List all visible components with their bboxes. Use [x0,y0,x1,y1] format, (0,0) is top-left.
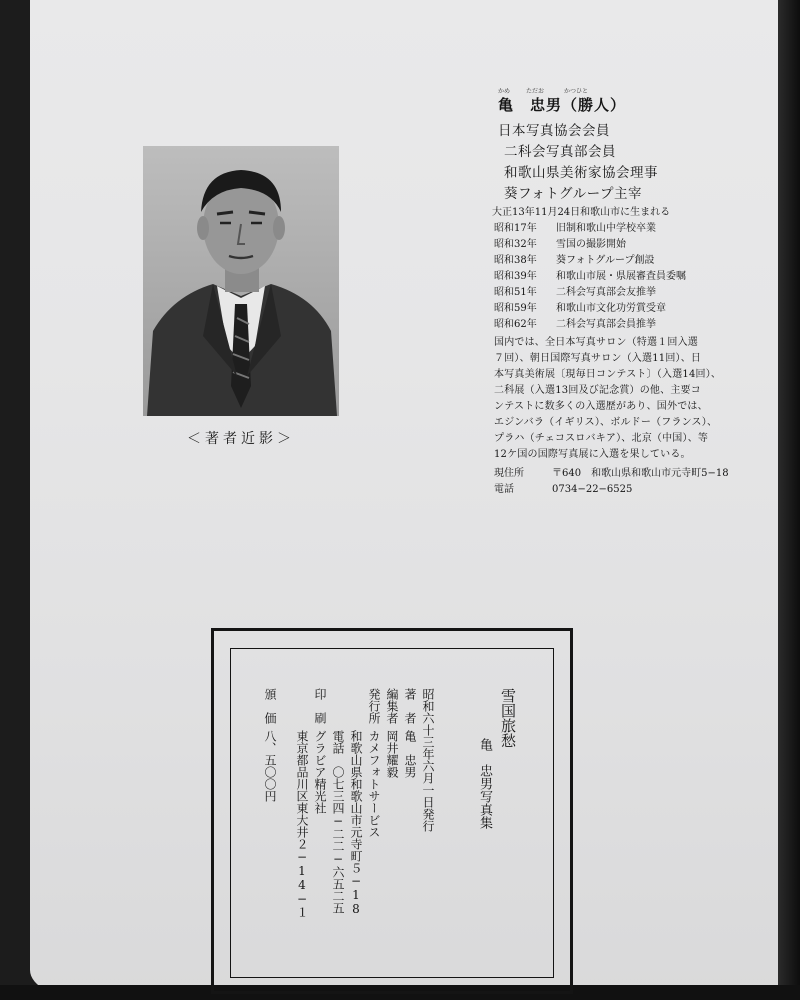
name-ruby-kame: かめ [498,88,511,95]
history-row [494,315,656,330]
publisher-value: カメフォトサービス [367,730,381,838]
colophon-title: 雪国旅愁 [499,688,517,748]
author-value: 亀 忠男 [403,730,417,778]
editor-value: 岡井耀毅 [385,730,399,778]
printer-label: 印 刷 [313,688,327,724]
phone-label: 電話 [494,484,514,495]
achievements-line: 12ケ国の国際写真展に入選を果している。 [494,449,691,460]
history-year: 昭和51年 [494,287,537,298]
history-row [494,283,656,298]
editor-label: 編集者 [385,688,399,724]
address-line [494,464,729,479]
history-event: 葵フォトグループ創設 [556,255,655,266]
name-ruby-katsuhito: かつひと [564,88,589,95]
phone-line [494,480,632,495]
achievements-line: 国内では、全日本写真サロン（特選１回入選 [494,337,698,348]
birth-line: 大正13年11月24日和歌山市に生まれる [492,207,671,218]
achievements-line: プラハ（チェコスロバキア）、北京（中国）、等 [494,433,709,444]
history-row [494,251,655,266]
achievements-line: エジンバラ（イギリス）、ボルドー（フランス）、 [494,417,718,428]
membership-item: 二科会写真部会員 [504,144,616,160]
achievements-line: ７回）、朝日国際写真サロン（入選11回）、日 [494,353,702,364]
achievements-line: 二科展（入選13回及び記念賞）の他、主要コ [494,385,701,396]
history-year: 昭和62年 [494,319,537,330]
history-row [494,267,686,282]
printer-value: グラビア精光社 [313,730,327,814]
publisher-phone: 電話 〇七三四−二二−六五二五 [331,730,345,914]
achievements-line: ンテストに数多くの入選歴があり、国外では、 [494,401,708,412]
address-value: 〒640 和歌山県和歌山市元寺町5−18 [552,468,729,479]
history-row [494,235,626,250]
history-row [494,299,666,314]
history-event: 和歌山市文化功労賞受章 [556,303,666,314]
membership-item: 和歌山県美術家協会理事 [504,165,658,181]
colophon-date: 昭和六十三年六月一日発行 [421,688,435,832]
price-value: 八、五〇〇円 [263,730,277,802]
history-year: 昭和32年 [494,239,537,250]
membership-item: 日本写真協会会員 [498,123,610,139]
price-label: 頒 価 [263,688,277,724]
history-event: 和歌山市展・県展審査員委嘱 [556,271,686,282]
history-event: 雪国の撮影開始 [556,239,626,250]
history-year: 昭和38年 [494,255,537,266]
author-name: 亀 忠男（勝人） [498,96,627,114]
publisher-address: 和歌山県和歌山市元寺町５−18 [349,730,363,916]
achievements-line: 本写真美術展〔現毎日コンテスト〕（入選14回）、 [494,369,722,380]
printer-address: 東京都品川区東大井２−14−１ [295,730,309,918]
history-year: 昭和39年 [494,271,537,282]
book-spine [778,0,800,1000]
author-label: 著 者 [403,688,417,724]
history-row [494,219,656,234]
publisher-label: 発行所 [367,688,381,724]
author-portrait [143,146,339,416]
phone-value: 0734−22−6525 [552,484,633,495]
name-ruby-tadao: ただお [526,88,545,95]
portrait-caption: ＜著者近影＞ [187,431,295,447]
membership-item: 葵フォトグループ主宰 [504,186,642,202]
history-event: 旧制和歌山中学校卒業 [556,223,656,234]
history-event: 二科会写真部会友推挙 [556,287,656,298]
colophon-subtitle: 亀 忠男写真集 [477,738,492,829]
address-label: 現住所 [494,468,524,479]
history-year: 昭和59年 [494,303,537,314]
history-event: 二科会写真部会員推挙 [556,319,656,330]
history-year: 昭和17年 [494,223,537,234]
